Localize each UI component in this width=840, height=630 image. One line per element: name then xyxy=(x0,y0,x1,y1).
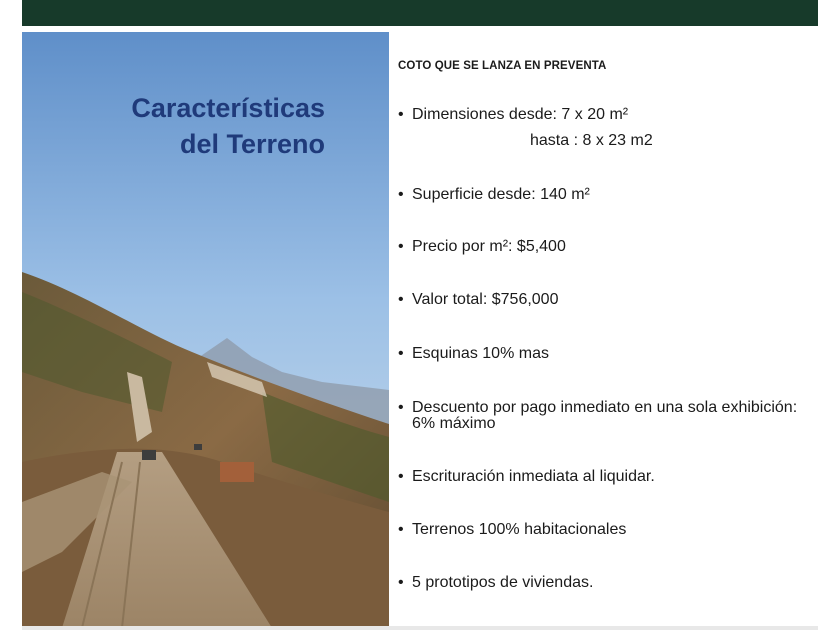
list-item-text: Valor total: $756,000 xyxy=(412,291,559,308)
list-item-total xyxy=(398,291,818,309)
list-item-surface xyxy=(398,186,818,204)
terrain-photo xyxy=(22,32,389,628)
list-item-text: Superficie desde: 140 m² xyxy=(412,186,590,203)
list-item-discount xyxy=(398,400,818,432)
bullet-icon: • xyxy=(398,186,404,203)
list-item-corners xyxy=(398,345,818,363)
list-item-residential xyxy=(398,521,818,539)
photo-title xyxy=(131,90,325,162)
photo-title-line-2: del Terreno xyxy=(179,129,325,159)
list-item-text: Dimensiones desde: 7 x 20 m² xyxy=(412,106,629,123)
bullet-icon: • xyxy=(398,521,404,538)
bullet-icon: • xyxy=(398,574,404,591)
bullet-icon: • xyxy=(398,106,404,123)
photo-title-line-1: Características xyxy=(131,93,325,123)
top-band xyxy=(22,0,818,26)
bullet-icon: • xyxy=(398,345,404,362)
list-item-deed xyxy=(398,468,818,486)
list-item-subtext: hasta : 8 x 23 m2 xyxy=(530,132,653,149)
list-item-text: Terrenos 100% habitacionales xyxy=(412,521,627,538)
list-item-text: Esquinas 10% mas xyxy=(412,345,549,362)
bullet-icon: • xyxy=(398,399,404,416)
bullet-icon: • xyxy=(398,238,404,255)
list-item-text: Precio por m²: $5,400 xyxy=(412,238,566,255)
list-item-prototypes xyxy=(398,574,818,592)
list-item-text: Escrituración inmediata al liquidar. xyxy=(412,468,655,485)
bullet-icon: • xyxy=(398,291,404,308)
list-item-dimensions xyxy=(398,106,818,150)
presale-heading: COTO QUE SE LANZA EN PREVENTA xyxy=(398,60,607,72)
list-item-text: 5 prototipos de viviendas. xyxy=(412,574,594,591)
features-panel xyxy=(398,60,818,90)
bullet-icon: • xyxy=(398,468,404,485)
list-item-price xyxy=(398,238,818,256)
bottom-divider xyxy=(22,626,818,630)
list-item-text: Descuento por pago inmediato en una sola exhibición: 6% máximo xyxy=(412,399,798,432)
